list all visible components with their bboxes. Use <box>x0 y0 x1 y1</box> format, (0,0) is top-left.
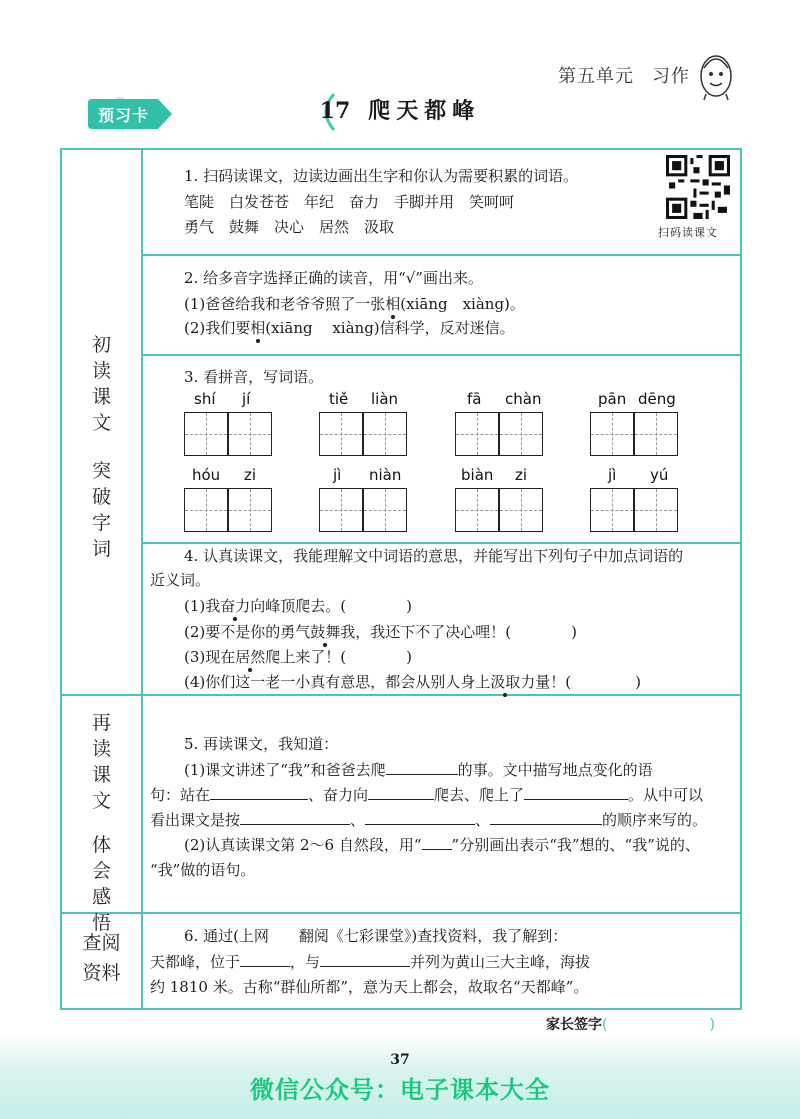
q5-instruction: 5. 再读课文，我知道： <box>184 735 339 753</box>
writing-box[interactable] <box>499 412 543 456</box>
side-char: 课 <box>91 386 111 408</box>
pinyin: hóu <box>192 466 221 484</box>
answer-blank[interactable] <box>365 806 475 825</box>
row-divider <box>143 354 740 356</box>
text: (1)爸爸给我和老爷爷照了一张 <box>184 295 386 313</box>
dotted-char: 相 <box>250 319 266 337</box>
answer-blank[interactable] <box>368 781 434 800</box>
q4-sentence-3 <box>184 643 412 671</box>
text: (4)你们这一老一小真有意思，都会从别人身上 <box>184 673 491 691</box>
side-char: 资 <box>82 962 102 984</box>
side-char: 文 <box>91 790 111 812</box>
lesson-title <box>0 94 800 125</box>
q2-sentence-2 <box>184 314 515 342</box>
underline-sample <box>422 831 452 850</box>
q6-line-2: 约 1810 米。古称“群仙所都”，意为天上都会，故取名“天都峰”。 <box>150 978 589 996</box>
q1-words-line1: 笔陡 白发苍苍 年纪 奋力 手脚并用 笑呵呵 <box>184 193 515 211</box>
dotted-word: 居然 <box>235 648 266 666</box>
text: 。从中可以 <box>628 786 704 804</box>
pinyin: chàn <box>505 390 542 408</box>
text: (1)课文讲述了“我”和爸爸去爬 <box>184 761 386 779</box>
text: ) <box>406 648 412 666</box>
text: 的事。文中描写地点变化的语 <box>457 761 653 779</box>
answer-blank[interactable] <box>240 948 290 967</box>
lesson-number: 17 <box>319 98 351 124</box>
side-label-first-reading <box>62 332 141 562</box>
writing-box[interactable] <box>590 488 634 532</box>
text: (2)要不是你的勇气 <box>184 623 311 641</box>
pinyin: shí <box>194 390 216 408</box>
text: (1)我 <box>184 597 221 615</box>
pinyin: jì <box>333 466 342 484</box>
side-char: 阅 <box>101 932 121 954</box>
side-char: 查 <box>82 932 102 954</box>
text: 我，我还下不了决心哩！( <box>340 623 512 641</box>
side-char: 读 <box>91 360 111 382</box>
dotted-char: 相 <box>385 295 401 313</box>
answer-blank[interactable] <box>524 781 628 800</box>
pinyin-options[interactable]: (xiāng xiàng)信科学，反对迷信。 <box>265 319 515 337</box>
side-char: 体 <box>91 834 111 856</box>
side-char: 初 <box>91 334 111 356</box>
row-divider <box>143 254 740 256</box>
unit-label: 第五单元 <box>558 66 634 87</box>
pinyin: liàn <box>371 390 399 408</box>
text: 、奋力向 <box>308 786 369 804</box>
q4-sentence-4 <box>184 668 641 696</box>
writing-box[interactable] <box>590 412 634 456</box>
writing-box[interactable] <box>228 412 272 456</box>
writing-box[interactable] <box>319 488 363 532</box>
side-char: 再 <box>91 712 111 734</box>
side-char: 文 <box>91 412 111 434</box>
pinyin: pān <box>598 390 627 408</box>
q3-instruction: 3. 看拼音，写词语。 <box>184 368 324 386</box>
side-char: 字 <box>91 512 111 534</box>
side-char: 破 <box>91 486 111 508</box>
side-char: 词 <box>91 538 111 560</box>
text: 、 <box>475 811 491 829</box>
text: 天都峰，位于 <box>150 953 241 971</box>
text: 爬去、爬上了 <box>434 786 525 804</box>
writing-box[interactable] <box>363 488 407 532</box>
q2-instruction: 2. 给多音字选择正确的读音，用“√”画出来。 <box>184 269 483 287</box>
column-divider <box>141 150 143 1008</box>
pinyin: niàn <box>369 466 402 484</box>
side-char: 感 <box>91 886 111 908</box>
q4-sentence-2 <box>184 618 577 646</box>
text: 并列为黄山三大主峰，海拔 <box>410 953 591 971</box>
writing-box[interactable] <box>184 488 228 532</box>
side-char: 课 <box>91 764 111 786</box>
writing-box[interactable] <box>184 412 228 456</box>
page-number: 37 <box>390 1052 410 1068</box>
parent-signature-label: 家长签字 <box>546 1017 602 1033</box>
section-label: 习作 <box>652 66 690 87</box>
pinyin: jì <box>608 466 617 484</box>
writing-box[interactable] <box>455 412 499 456</box>
side-label-second-reading <box>62 710 141 936</box>
writing-box[interactable] <box>455 488 499 532</box>
text: ) <box>406 597 412 615</box>
pinyin: zi <box>244 466 257 484</box>
pinyin: fā <box>467 390 482 408</box>
dotted-word: 奋力 <box>220 597 251 615</box>
pinyin: zi <box>515 466 528 484</box>
q1-instruction: 1. 扫码读课文，边读边画出生字和你认为需要积累的词语。 <box>184 167 579 185</box>
pinyin-options[interactable]: (xiāng xiàng)。 <box>400 295 525 313</box>
q5-line-4 <box>184 831 700 859</box>
q6-instruction: 6. 通过(上网 翻阅《七彩课堂》)查找资料，我了解到： <box>184 927 568 945</box>
text: 看出课文是按 <box>150 811 241 829</box>
side-char: 料 <box>101 962 121 984</box>
writing-box[interactable] <box>319 412 363 456</box>
side-char: 读 <box>91 738 111 760</box>
qr-caption: 扫码读课文 <box>658 226 718 239</box>
q5-line-1 <box>184 756 653 784</box>
dotted-word: 鼓舞 <box>310 623 341 641</box>
paren: ) <box>709 1017 715 1033</box>
q4-sentence-1 <box>184 592 412 620</box>
dotted-word: 汲取 <box>490 673 521 691</box>
text: ) <box>635 673 641 691</box>
text: 爬上来了！( <box>265 648 347 666</box>
text: (2)我们要 <box>184 319 251 337</box>
writing-box[interactable] <box>228 488 272 532</box>
parent-signature[interactable] <box>546 1014 715 1034</box>
tag-label: 预习卡 <box>98 106 150 125</box>
paren: ( <box>602 1017 608 1033</box>
side-char: 悟 <box>91 912 111 934</box>
writing-box[interactable] <box>634 488 678 532</box>
answer-blank[interactable] <box>210 781 308 800</box>
text: 向峰顶爬去。( <box>250 597 347 615</box>
pinyin: tiě <box>329 390 349 408</box>
q6-line-1 <box>150 948 590 976</box>
text: 力量！( <box>520 673 572 691</box>
side-label-research <box>62 928 141 988</box>
text: ”分别画出表示“我”想的、“我”说的、 <box>451 836 700 854</box>
writing-box[interactable] <box>499 488 543 532</box>
answer-blank[interactable] <box>240 806 350 825</box>
side-char: 突 <box>91 460 111 482</box>
writing-box[interactable] <box>634 412 678 456</box>
text: ，与 <box>290 953 321 971</box>
text: (2)认真读课文第 2～6 自然段，用“ <box>184 836 422 854</box>
section-divider <box>62 912 740 914</box>
q4-instruction-cont: 近义词。 <box>150 571 211 589</box>
watermark: 微信公众号：电子课本大全 <box>250 1076 550 1104</box>
text: 句：站在 <box>150 786 211 804</box>
unit-header <box>540 62 690 88</box>
q5-line-5: “我”做的语句。 <box>150 861 256 879</box>
side-char: 会 <box>91 860 111 882</box>
text: 、 <box>350 811 366 829</box>
answer-blank[interactable] <box>320 948 410 967</box>
writing-box[interactable] <box>363 412 407 456</box>
text: (3)现在 <box>184 648 236 666</box>
pinyin: dēng <box>638 390 676 408</box>
q4-instruction: 4. 认真读课文，我能理解文中词语的意思，并能写出下列句子中加点词语的 <box>184 547 684 565</box>
pinyin: biàn <box>461 466 494 484</box>
pinyin: jí <box>242 390 251 408</box>
pinyin: yú <box>650 466 669 484</box>
text: 的顺序来写的。 <box>602 811 708 829</box>
answer-blank[interactable] <box>490 806 602 825</box>
answer-blank[interactable] <box>386 756 458 775</box>
lesson-name: 爬天都峰 <box>368 98 481 124</box>
q1-words-line2: 勇气 鼓舞 决心 居然 汲取 <box>184 218 395 236</box>
q5-line-2 <box>150 781 703 809</box>
q5-line-3 <box>150 806 707 834</box>
qr-code-icon[interactable] <box>666 155 730 219</box>
text: ) <box>571 623 577 641</box>
